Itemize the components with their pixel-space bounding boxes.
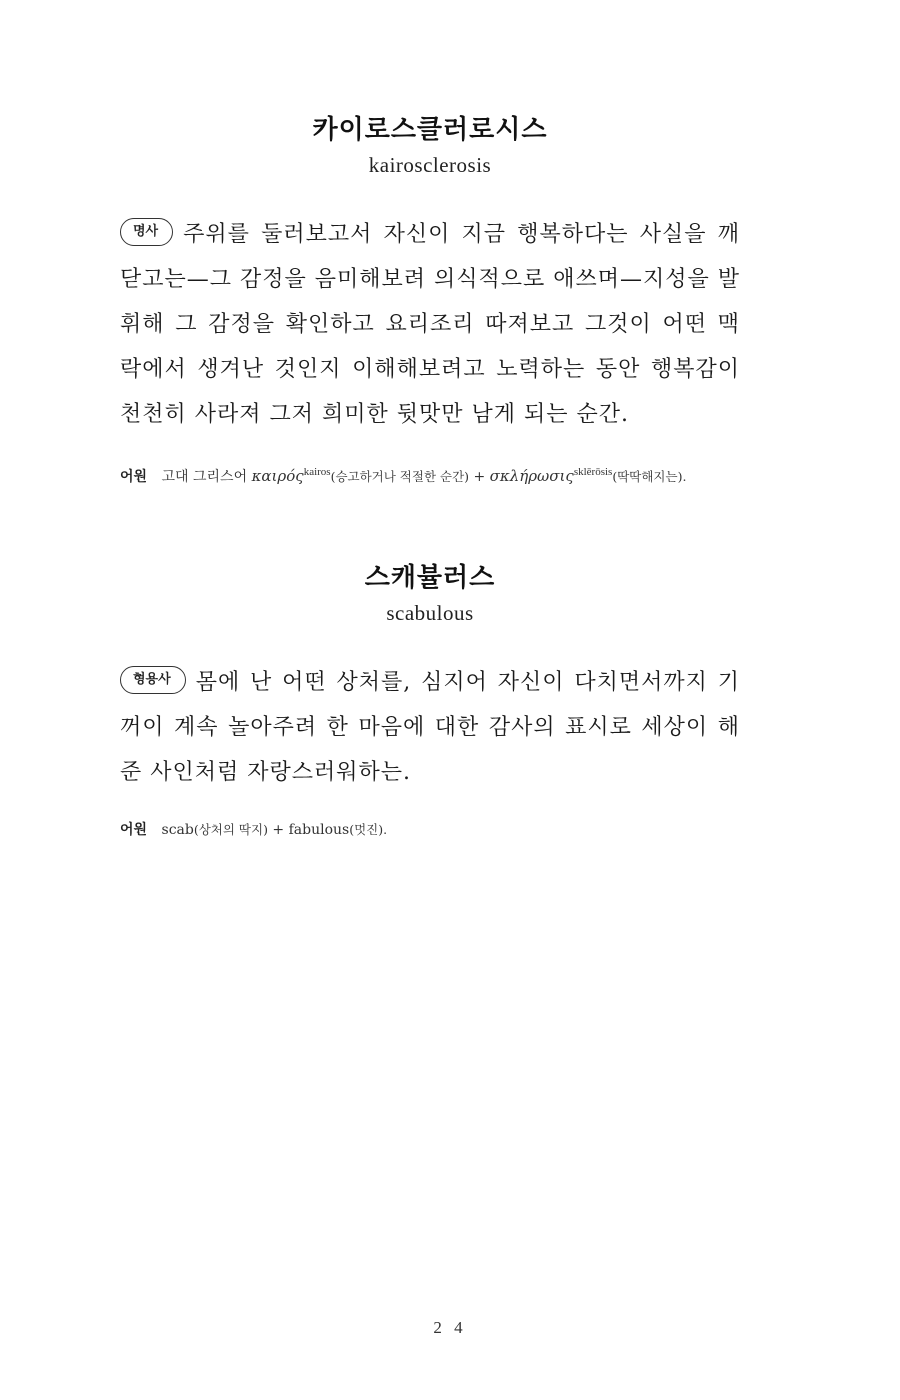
definition <box>120 212 740 437</box>
etymology-plus: + <box>473 469 486 485</box>
etymology-transliteration-1: kairos <box>303 466 331 478</box>
definition <box>120 660 740 795</box>
etymology-gloss-2: (딱딱해지는). <box>612 469 687 484</box>
etymology <box>120 457 740 492</box>
page-number: 2 4 <box>433 1318 467 1337</box>
etymology-word-1: scab <box>161 822 194 838</box>
etymology-gloss-2: (멋진). <box>349 822 388 837</box>
etymology-transliteration-2: sklērōsis <box>573 466 613 478</box>
romanized-headword: scabulous <box>386 601 474 625</box>
etymology-label: 어원 <box>120 469 148 485</box>
etymology-greek-word-1: καιρός <box>251 467 304 485</box>
etymology-plus: + <box>272 822 285 838</box>
definition-text: 주위를 둘러보고서 자신이 지금 행복하다는 사실을 깨닫고는—그 감정을 음미해보려 의식적으로 애쓰며—지성을 발휘해 그 감정을 확인하고 요리조리 따져보고 그것이 어떤 맥락에서 생겨난 것인지 이해해보려고 노력하는 동안 행복감이 천천히 사라져 그저 희미한 뒷맛만 남게 되는 순간. <box>120 222 741 427</box>
etymology-gloss-1: (상처의 딱지) <box>193 822 268 837</box>
part-of-speech-badge: 형용사 <box>120 666 186 694</box>
dictionary-entry-scabulous <box>120 560 740 845</box>
romanized-headword: kairosclerosis <box>368 153 492 177</box>
etymology-word-2: fabulous <box>288 822 350 838</box>
etymology-language: 고대 그리스어 <box>161 469 248 485</box>
headword: 카이로스클러로시스 <box>312 115 548 145</box>
headword: 스캐뷸러스 <box>364 563 496 593</box>
part-of-speech-badge: 명사 <box>120 218 173 246</box>
etymology-greek-word-2: σκλήρωσις <box>489 467 574 485</box>
etymology-label: 어원 <box>120 822 148 838</box>
etymology-gloss-1: (승고하거나 적절한 순간) <box>330 469 470 484</box>
etymology <box>120 815 740 845</box>
dictionary-entry-kairosclerosis <box>120 112 740 492</box>
definition-text: 몸에 난 어떤 상처를, 심지어 자신이 다치면서까지 기꺼이 계속 놀아주려 한 마음에 대한 감사의 표시로 세상이 해준 사인처럼 자랑스러워하는. <box>120 670 740 785</box>
